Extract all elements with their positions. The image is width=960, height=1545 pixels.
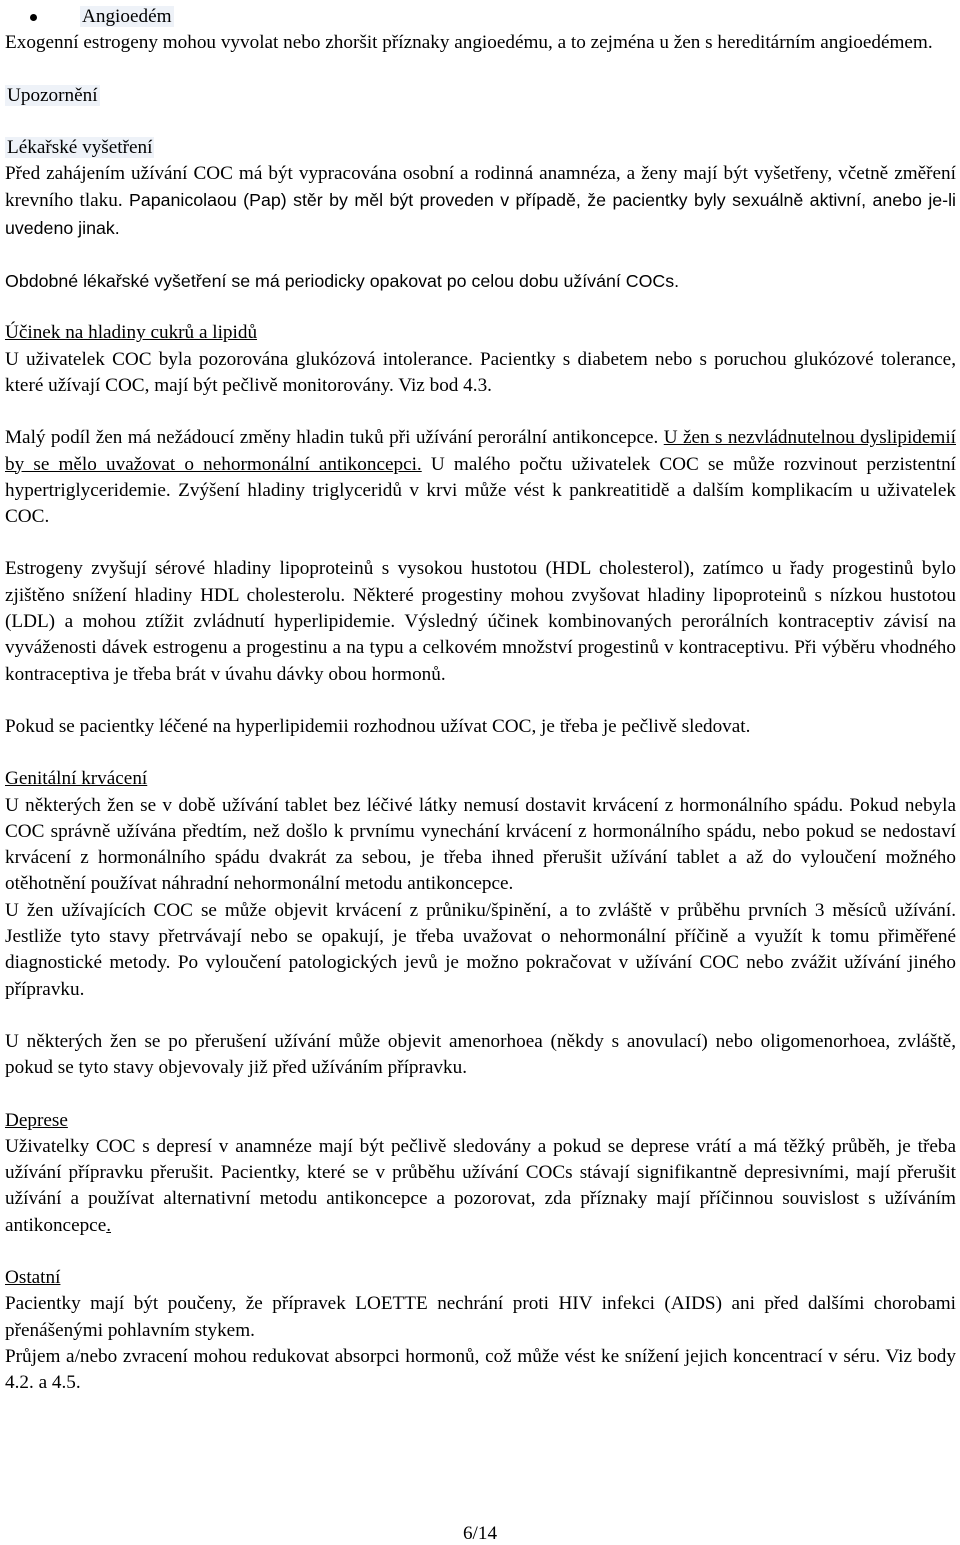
depression-text: Uživatelky COC s depresí v anamnéze mají být pečlivě sledovány a pokud se deprese vrátí a má těžký průběh, je třeba užívání přípravku přerušit. Pacientky, které se v průběhu užívání COCs stávají signifikantně depresivními, mají přerušit užívání a používat alternativní metodu antikoncepce a pozorovat, zda příznaky mají příčinnou souvislost s užíváním antikoncepce	[5, 1135, 956, 1236]
angioedema-text: Exogenní estrogeny mohou vyvolat nebo zhoršit příznaky angioedému, a to zejména u žen s hereditárním angioedémem.	[5, 32, 933, 54]
warning-heading	[5, 83, 956, 109]
other-paragraph-2: Průjem a/nebo zvracení mohou redukovat absorpci hormonů, což může vést ke snížení jejich koncentrací v séru. Viz body 4.2. a 4.5.	[5, 1345, 956, 1394]
glucose-lipids-paragraph-4: Pokud se pacientky léčené na hyperlipidemii rozhodnou užívat COC, je třeba je pečlivě sledovat.	[5, 715, 751, 737]
glucose-lipids-p2-end: U malého počtu uživatelek COC se může rozvinout perzistentní hypertriglyceridemie. Zvýšení hladiny triglyceridů v krvi může vést k pankreatitidě a dalším komplikacím u uživatelek COC.	[5, 453, 957, 528]
bleeding-paragraph-2: U žen užívajících COC se může objevit krvácení z průniku/špinění, a to zvláště v průběhu prvních 3 měsíců užívání. Jestliže tyto stavy přetrvávají nebo se opakují, je třeba uvažovat o nehormonální příčině a využít k tomu přiměřené diagnostické metody. Po vyloučení patologických jevů je možno pokračovat v užívání COC nebo zvážit užívání jiného přípravku.	[5, 899, 956, 1000]
medical-exam-paragraph-2: Obdobné lékařské vyšetření se má periodicky opakovat po celou dobu užívání COCs.	[5, 271, 680, 292]
other-heading-text: Ostatní	[5, 1266, 61, 1288]
glucose-lipids-p2-underlined: U žen s nezvládnutelnou dyslipidemií by se mělo uvažovat o nehormonální antikoncepci.	[5, 427, 956, 475]
glucose-lipids-heading-text: Účinek na hladiny cukrů a lipidů	[5, 322, 258, 344]
glucose-lipids-paragraph-1: U uživatelek COC byla pozorována glukózová intolerance. Pacientky s diabetem nebo s poruchou glukózové tolerance, které užívají COC, mají být pečlivě monitorovány. Viz bod 4.3.	[5, 348, 956, 396]
depression-heading-text: Deprese	[5, 1109, 68, 1131]
warning-heading-text: Upozornění	[7, 84, 98, 106]
bleeding-heading	[5, 766, 956, 792]
medical-exam-paragraph-1	[5, 161, 956, 242]
other-heading	[5, 1265, 956, 1291]
bleeding-paragraph-3: U některých žen se po přerušení užívání může objevit amenorhoea (někdy s anovulací) nebo oligomenorhoea, zvláště, pokud se tyto stavy objevovaly již před užíváním přípravku.	[5, 1030, 956, 1079]
medical-exam-heading-text: Lékařské vyšetření	[7, 136, 153, 158]
glucose-lipids-heading	[5, 320, 956, 346]
angioedema-bullet	[5, 4, 956, 30]
medical-exam-heading	[5, 135, 956, 161]
other-paragraph-1: Pacientky mají být poučeny, že přípravek LOETTE nechrání proti HIV infekci (AIDS) ani před dalšími chorobami přenášenými pohlavním stykem.	[5, 1293, 956, 1341]
depression-heading	[5, 1108, 956, 1134]
page-number: 6/14	[462, 1523, 498, 1544]
glucose-lipids-p2-start: Malý podíl žen má nežádoucí změny hladin tuků při užívání perorální antikoncepce.	[5, 427, 659, 449]
medical-exam-p1-serif: Před zahájením užívání COC má být vypracována osobní a rodinná anamnéza, a ženy mají být vyšetřeny, včetně změření krevního tlaku.	[5, 163, 956, 212]
glucose-lipids-paragraph-2	[5, 425, 956, 530]
bleeding-heading-text: Genitální krvácení	[5, 768, 148, 790]
bleeding-paragraph-1: U některých žen se v době užívání tablet bez léčivé látky nemusí dostavit krvácení z hormonálního spádu. Pokud nebyla COC správně užívána předtím, než došlo k prvnímu vynechání krvácení z hormonálního spádu, nebo pokud se nedostaví krvácení z hormonálního spádu dvakrát za sebou, je třeba ihned přerušit užívání tablet a až do vyloučení možného otěhotnění používat náhradní nehormonální metodu antikoncepce.	[5, 794, 956, 895]
depression-end-period: .	[106, 1214, 112, 1236]
depression-paragraph	[5, 1134, 956, 1239]
document-page	[5, 4, 956, 1396]
bullet-icon	[30, 14, 37, 21]
glucose-lipids-paragraph-3: Estrogeny zvyšují sérové hladiny lipoproteinů s vysokou hustotou (HDL cholesterol), zatímco u řady progestinů bylo zjištěno snížení hladiny HDL cholesterolu. Některé progestiny mohou zvyšovat hladiny lipoproteinů s nízkou hustotou (LDL) a mohou ztížit zvládnutí hyperlipidemie. Výsledný účinek kombinovaných perorálních kontraceptiv závisí na vyváženosti dávek estrogenu a progestinu a na typu a celkovém množství progestinů v kontraceptivu. Při výběru vhodného kontraceptiva je třeba brát v úvahu dávky obou hormonů.	[5, 558, 956, 685]
medical-exam-p1-sans: Papanicolaou (Pap) stěr by měl být proveden v případě, že pacientky byly sexuálně aktivní, anebo je-li uvedeno jinak.	[5, 190, 956, 238]
angioedema-heading: Angioedém	[82, 6, 172, 27]
